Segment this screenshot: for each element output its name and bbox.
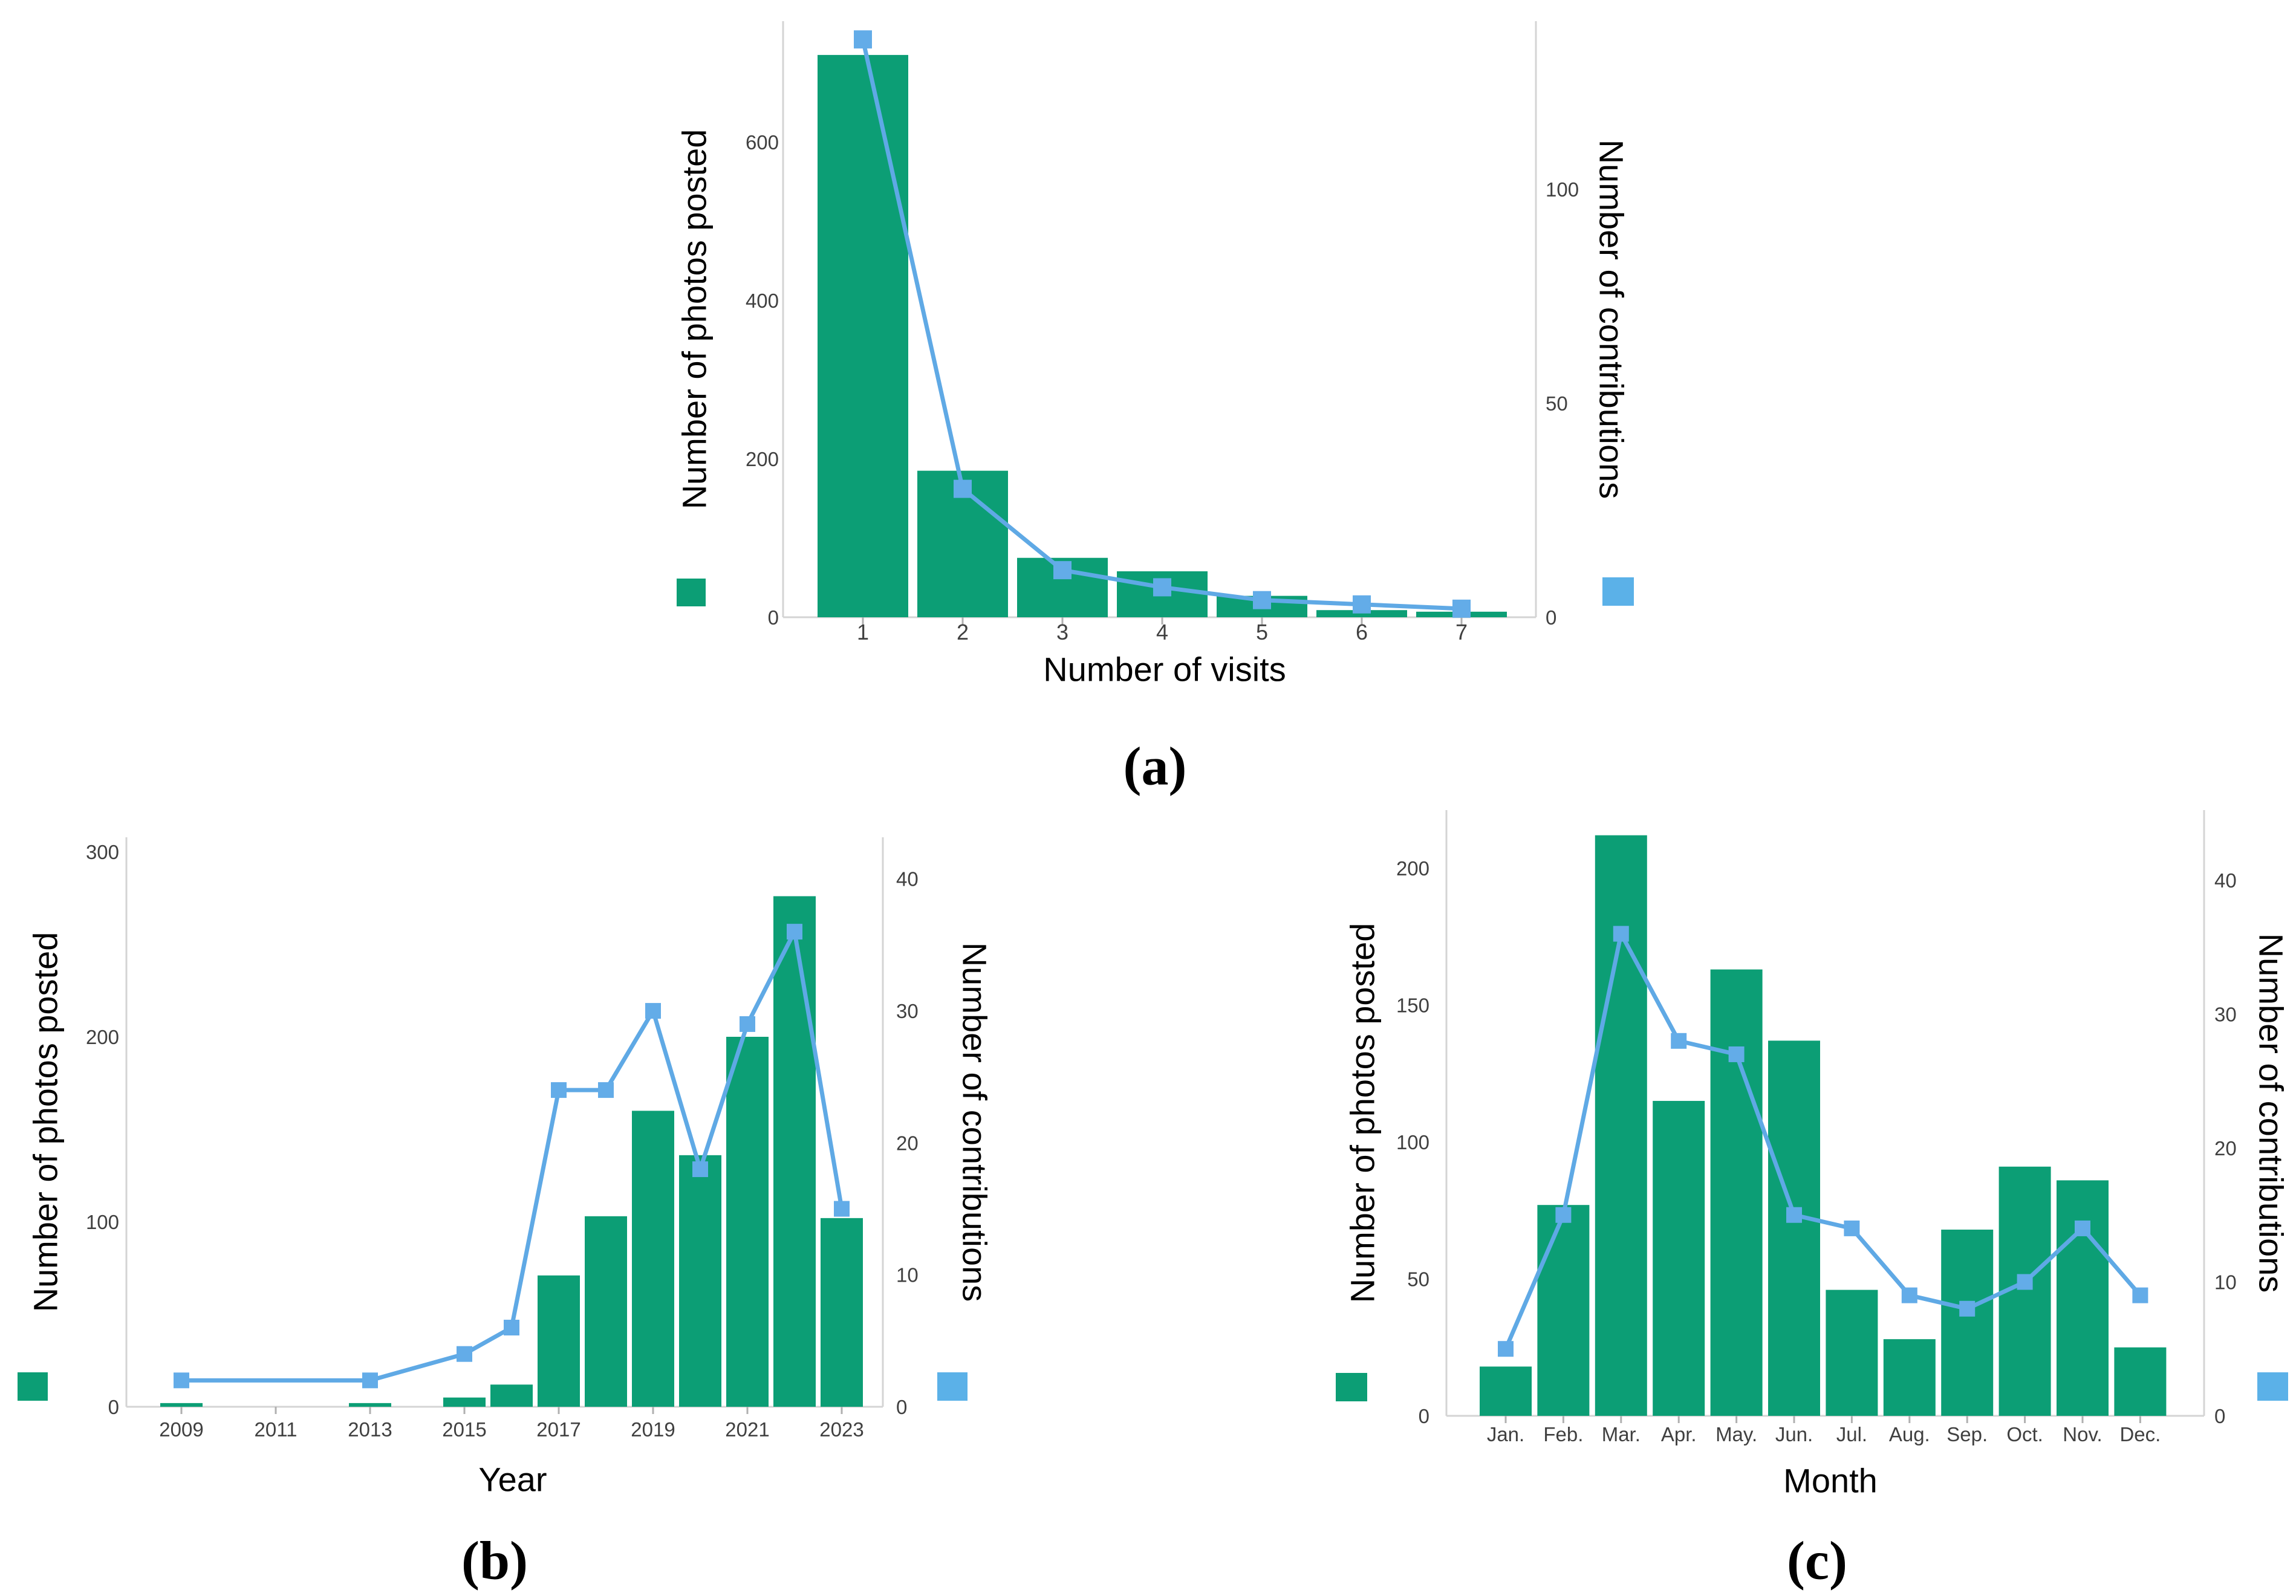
line-marker-c-Jan. bbox=[1498, 1341, 1514, 1357]
line-marker-a-7 bbox=[1452, 600, 1471, 618]
chart-a-right-axis-title: Number of contributions bbox=[1592, 139, 1631, 499]
bar-c-Aug. bbox=[1884, 1339, 1936, 1416]
bar-b-2019 bbox=[632, 1111, 674, 1407]
line-marker-b-2015 bbox=[457, 1346, 472, 1362]
chart-b-x-axis-title: Year bbox=[478, 1460, 547, 1499]
right-tick-label-a-100: 100 bbox=[1546, 178, 1579, 201]
chart-a-caption: (a) bbox=[1123, 736, 1187, 797]
x-tick-label-b-2011: 2011 bbox=[254, 1418, 298, 1441]
line-marker-b-2019 bbox=[645, 1003, 661, 1019]
line-marker-b-2013 bbox=[362, 1372, 378, 1388]
bar-c-Dec. bbox=[2114, 1348, 2166, 1416]
bar-b-2009 bbox=[160, 1403, 203, 1407]
bar-b-2013 bbox=[349, 1403, 391, 1407]
line-marker-a-5 bbox=[1253, 591, 1271, 609]
chart-c-x-axis-title: Month bbox=[1783, 1461, 1878, 1500]
x-tick-label-a-2: 2 bbox=[956, 619, 969, 644]
x-tick-label-c-Jun.: Jun. bbox=[1775, 1422, 1813, 1445]
left-tick-label-c-200: 200 bbox=[1396, 857, 1429, 880]
x-tick-label-a-7: 7 bbox=[1455, 619, 1468, 644]
x-tick-label-c-Dec.: Dec. bbox=[2119, 1422, 2161, 1445]
line-marker-b-2021 bbox=[740, 1016, 755, 1032]
bar-a-1 bbox=[818, 55, 908, 617]
right-tick-label-a-0: 0 bbox=[1546, 606, 1557, 629]
right-tick-label-c-10: 10 bbox=[2214, 1271, 2237, 1294]
bar-b-2017 bbox=[538, 1276, 580, 1407]
x-tick-label-b-2021: 2021 bbox=[725, 1418, 770, 1441]
left-tick-label-a-400: 400 bbox=[745, 289, 779, 312]
line-marker-c-Nov. bbox=[2075, 1221, 2090, 1236]
legend-swatch-photos-b bbox=[18, 1372, 48, 1401]
line-marker-b-2017 bbox=[551, 1082, 567, 1098]
legend-swatch-contributions-b bbox=[937, 1372, 968, 1401]
x-tick-label-b-2015: 2015 bbox=[442, 1418, 487, 1441]
line-marker-b-2020 bbox=[692, 1161, 708, 1177]
bar-c-Jul. bbox=[1826, 1290, 1878, 1416]
bar-c-Apr. bbox=[1653, 1101, 1705, 1416]
bar-c-Nov. bbox=[2057, 1180, 2109, 1416]
left-tick-label-a-600: 600 bbox=[745, 131, 779, 154]
bar-b-2023 bbox=[821, 1218, 863, 1407]
right-tick-label-c-20: 20 bbox=[2214, 1137, 2237, 1160]
right-tick-label-b-0: 0 bbox=[896, 1395, 908, 1418]
line-marker-b-2023 bbox=[834, 1201, 850, 1217]
bar-b-2015 bbox=[443, 1398, 486, 1407]
legend-swatch-contributions-a bbox=[1602, 577, 1634, 606]
left-tick-label-c-0: 0 bbox=[1418, 1404, 1429, 1427]
line-marker-a-4 bbox=[1153, 578, 1171, 596]
line-marker-a-6 bbox=[1353, 595, 1371, 614]
left-tick-label-c-50: 50 bbox=[1407, 1268, 1429, 1291]
line-marker-c-Oct. bbox=[2017, 1274, 2033, 1290]
x-tick-label-c-Nov.: Nov. bbox=[2063, 1422, 2102, 1445]
chart-b-right-axis-title: Number of contributions bbox=[955, 942, 994, 1302]
chart-c bbox=[1336, 810, 2288, 1445]
line-marker-b-2018 bbox=[598, 1082, 614, 1098]
legend-swatch-photos-a bbox=[677, 579, 706, 606]
left-tick-label-a-0: 0 bbox=[767, 606, 779, 629]
x-tick-label-b-2023: 2023 bbox=[819, 1418, 864, 1441]
x-tick-label-c-Jul.: Jul. bbox=[1836, 1422, 1868, 1445]
line-marker-c-Sep. bbox=[1959, 1301, 1975, 1317]
x-tick-label-a-1: 1 bbox=[856, 619, 870, 644]
bar-c-Jan. bbox=[1480, 1366, 1532, 1416]
line-marker-c-Mar. bbox=[1613, 926, 1629, 942]
line-marker-c-Jul. bbox=[1844, 1221, 1859, 1236]
left-tick-label-b-300: 300 bbox=[85, 840, 119, 863]
chart-b bbox=[18, 837, 968, 1441]
x-tick-label-c-Mar.: Mar. bbox=[1601, 1422, 1641, 1445]
x-tick-label-b-2017: 2017 bbox=[536, 1418, 581, 1441]
line-marker-a-1 bbox=[854, 30, 872, 48]
x-tick-label-c-Apr.: Apr. bbox=[1660, 1422, 1697, 1445]
bar-b-2016 bbox=[490, 1384, 533, 1407]
chart-a bbox=[677, 21, 1634, 644]
legend-swatch-contributions-c bbox=[2257, 1372, 2288, 1401]
right-tick-label-c-0: 0 bbox=[2214, 1404, 2226, 1427]
right-tick-label-b-30: 30 bbox=[896, 999, 919, 1022]
right-tick-label-b-20: 20 bbox=[896, 1132, 919, 1155]
line-marker-c-Apr. bbox=[1671, 1033, 1686, 1049]
right-tick-label-c-30: 30 bbox=[2214, 1003, 2237, 1026]
right-tick-label-b-10: 10 bbox=[896, 1264, 919, 1286]
bar-c-Mar. bbox=[1595, 835, 1647, 1416]
line-marker-c-Jun. bbox=[1786, 1207, 1802, 1223]
line-marker-b-2009 bbox=[174, 1372, 189, 1388]
x-tick-label-b-2013: 2013 bbox=[348, 1418, 392, 1441]
x-tick-label-c-May.: May. bbox=[1715, 1422, 1758, 1445]
x-tick-label-c-Oct.: Oct. bbox=[2006, 1422, 2043, 1445]
line-marker-c-Dec. bbox=[2132, 1288, 2148, 1303]
legend-swatch-photos-c bbox=[1336, 1373, 1367, 1401]
right-tick-label-b-40: 40 bbox=[896, 868, 919, 890]
right-tick-label-c-40: 40 bbox=[2214, 869, 2237, 892]
line-marker-a-2 bbox=[954, 480, 972, 498]
chart-c-right-axis-title: Number of contributions bbox=[2252, 933, 2291, 1293]
x-tick-label-c-Aug.: Aug. bbox=[1888, 1422, 1930, 1445]
left-tick-label-b-100: 100 bbox=[85, 1210, 119, 1233]
bar-b-2022 bbox=[773, 896, 816, 1407]
right-tick-label-a-50: 50 bbox=[1546, 392, 1568, 415]
line-marker-c-May. bbox=[1729, 1046, 1745, 1062]
x-tick-label-a-5: 5 bbox=[1255, 619, 1269, 644]
bar-b-2020 bbox=[679, 1155, 721, 1407]
line-marker-c-Feb. bbox=[1555, 1207, 1571, 1223]
x-tick-label-c-Sep.: Sep. bbox=[1946, 1422, 1988, 1445]
left-tick-label-b-0: 0 bbox=[108, 1395, 119, 1418]
bar-c-Sep. bbox=[1941, 1230, 1993, 1416]
chart-b-left-axis-title: Number of photos posted bbox=[26, 932, 65, 1312]
chart-a-left-axis-title: Number of photos posted bbox=[675, 129, 714, 510]
line-marker-b-2022 bbox=[787, 924, 802, 939]
bar-c-May. bbox=[1711, 970, 1763, 1416]
line-marker-b-2016 bbox=[504, 1320, 519, 1335]
bar-c-Jun. bbox=[1768, 1040, 1820, 1416]
x-tick-label-a-6: 6 bbox=[1355, 619, 1368, 644]
x-tick-label-c-Feb.: Feb. bbox=[1543, 1422, 1584, 1445]
x-tick-label-a-3: 3 bbox=[1056, 619, 1069, 644]
left-tick-label-b-200: 200 bbox=[85, 1025, 119, 1048]
x-tick-label-b-2019: 2019 bbox=[631, 1418, 675, 1441]
chart-a-x-axis-title: Number of visits bbox=[1043, 650, 1286, 689]
bar-c-Feb. bbox=[1537, 1205, 1589, 1416]
chart-b-caption: (b) bbox=[461, 1531, 528, 1591]
chart-c-left-axis-title: Number of photos posted bbox=[1343, 923, 1382, 1303]
x-tick-label-c-Jan.: Jan. bbox=[1486, 1422, 1525, 1445]
x-tick-label-a-4: 4 bbox=[1156, 619, 1169, 644]
line-marker-c-Aug. bbox=[1902, 1288, 1917, 1303]
chart-c-caption: (c) bbox=[1787, 1531, 1847, 1591]
bar-b-2021 bbox=[726, 1037, 769, 1407]
bar-b-2018 bbox=[585, 1216, 627, 1407]
left-tick-label-a-200: 200 bbox=[745, 447, 779, 470]
left-tick-label-c-100: 100 bbox=[1396, 1130, 1429, 1153]
left-tick-label-c-150: 150 bbox=[1396, 994, 1429, 1017]
line-marker-a-3 bbox=[1053, 561, 1072, 579]
x-tick-label-b-2009: 2009 bbox=[159, 1418, 204, 1441]
